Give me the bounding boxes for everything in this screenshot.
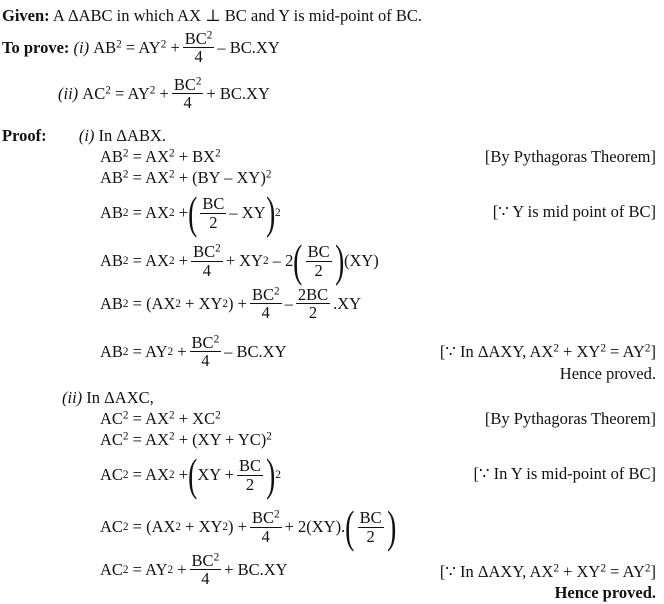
fraction-bc2-over-4: $\frac{BC^2}{4}$ xyxy=(191,551,220,589)
fraction-bc-over-2: $\frac{BC}{2}$ xyxy=(239,456,262,494)
proof-heading xyxy=(2,128,166,145)
reason-pythagoras-1: [By Pythagoras Theorem] xyxy=(484,147,656,166)
given-text: A ΔABC in which AX ⊥ BC and Y is mid-point of BC. xyxy=(52,6,423,25)
reason-pythagoras-2: [By Pythagoras Theorem] xyxy=(484,409,656,428)
step-2-4: AC 2 = (AX 2 + XY 2 ) + $\frac{BC^2}{4}$ + 2(XY). ( $\frac{BC}{2}$ ) xyxy=(100,501,396,552)
proof-part-2-heading: In ΔAXC, xyxy=(86,388,154,407)
fraction-bc2-over-4: $\frac{BC^2}{4}$ xyxy=(251,508,280,546)
given-line xyxy=(2,8,422,25)
to-prove-part-1-label: (i) xyxy=(73,37,90,57)
step-1-3: AB 2 = AX 2 + ( $\frac{BC}{2}$ – XY ) 2 xyxy=(100,187,281,238)
step-1-4: AB 2 = AX 2 + $\frac{BC^2}{4}$ + XY 2 – 2 ( $\frac{BC}{2}$ ) (XY) xyxy=(100,235,379,286)
reason-mid-point-2: [∵ In Y is mid-point of BC] xyxy=(473,464,656,483)
proof-part-1-num: (i) xyxy=(78,126,95,145)
hence-proved-1: Hence proved. xyxy=(559,364,656,383)
reason-axy-1: [∵ In ΔAXY, $AX^2 + XY^2 = AY^2$] xyxy=(439,342,656,361)
step-2-3: AC 2 = AX 2 + ( XY + $\frac{BC}{2}$ ) 2 xyxy=(100,449,281,500)
fraction-bc2-over-4: $\frac{BC^2}{4}$ xyxy=(251,285,280,323)
fraction-bc-over-2: $\frac{BC}{2}$ xyxy=(359,508,382,546)
to-prove-2-rhs-a: = $AY^2$ + xyxy=(114,83,169,103)
to-prove-1-lhs: $AB^2$ xyxy=(93,37,122,57)
to-prove-part-2-label: (ii) xyxy=(58,83,79,103)
proof-label: Proof: xyxy=(2,126,47,145)
step-1-6: AB 2 = AY 2 + $\frac{BC^2}{4}$ – BC.XY xyxy=(100,333,287,371)
to-prove-1-rhs-b: – BC.XY xyxy=(217,37,280,57)
step-2-5: AC 2 = AY 2 + $\frac{BC^2}{4}$ + BC.XY xyxy=(100,551,288,589)
reason-mid-point-1: [∵ Y is mid point of BC] xyxy=(492,202,656,221)
proof-part-2-num: (ii) xyxy=(62,388,83,407)
fraction-bc2-over-4: $\frac{BC^2}{4}$ xyxy=(193,242,221,280)
to-prove-label: To prove: xyxy=(2,37,70,57)
step-1-1: $AB^2 = AX^2 + BX^2$ xyxy=(100,147,221,166)
to-prove-1-rhs-a: = $AY^2$ + xyxy=(125,37,180,57)
fraction-2bc-over-2: $\frac{2BC}{2}$ xyxy=(297,285,329,323)
proof-part-2-heading-line xyxy=(62,390,154,407)
fraction-bc-over-2: $\frac{BC}{2}$ xyxy=(307,242,330,280)
to-prove-2-rhs-b: + BC.XY xyxy=(206,83,270,103)
step-2-2: $AC^2 = AX^2 + (XY + YC)^2$ xyxy=(100,430,272,449)
to-prove-line-1 xyxy=(2,30,280,66)
reason-axy-2: [∵ In ΔAXY, $AX^2 + XY^2 = AY^2$] xyxy=(439,562,656,581)
to-prove-line-2 xyxy=(58,76,270,112)
given-label: Given: xyxy=(2,6,50,25)
step-2-1: $AC^2 = AX^2 + XC^2$ xyxy=(100,409,221,428)
proof-part-1-heading: In ΔABX. xyxy=(98,126,166,145)
fraction-bc2-over-4: $\frac{BC^2}{4}$ xyxy=(184,29,213,67)
step-1-2: $AB^2 = AX^2 + (BY - XY)^2$ xyxy=(100,168,272,187)
fraction-bc2-over-4: $\frac{BC^2}{4}$ xyxy=(173,75,202,113)
step-1-5: AB 2 = (AX 2 + XY 2 ) + $\frac{BC^2}{4}$ – $\frac{2BC}{2}$ .XY xyxy=(100,285,362,323)
fraction-bc-over-2: $\frac{BC}{2}$ xyxy=(202,194,225,232)
hence-proved-2: Hence proved. xyxy=(554,583,656,602)
to-prove-2-lhs: $AC^2$ xyxy=(82,83,111,103)
fraction-bc2-over-4: $\frac{BC^2}{4}$ xyxy=(191,333,220,371)
